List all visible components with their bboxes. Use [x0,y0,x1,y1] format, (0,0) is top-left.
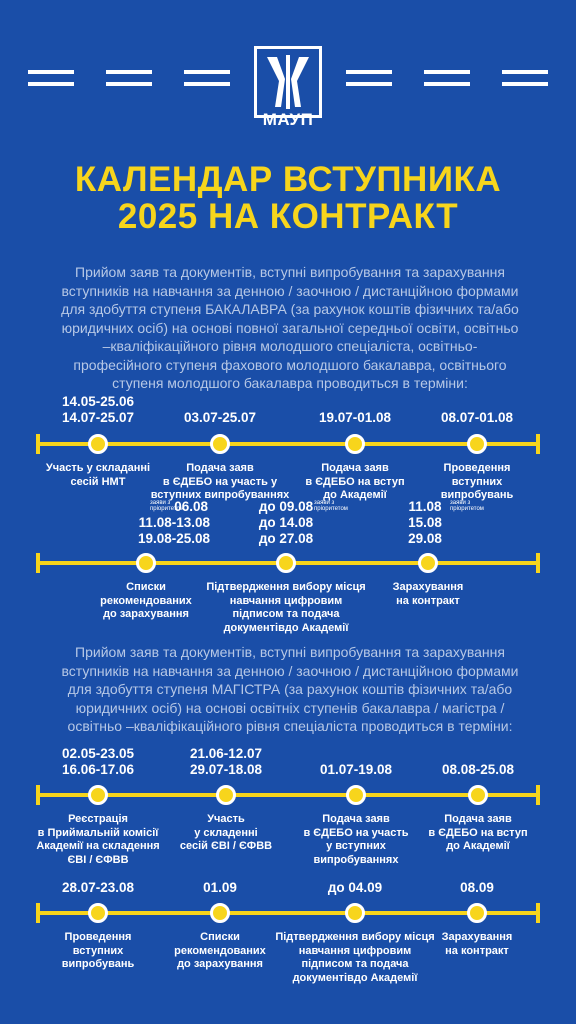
bachelor-timeline-1 [36,432,540,456]
master-timeline-1 [36,783,540,807]
priority-note: заяви з пріоритетом [314,500,348,512]
timeline-label: Підтвердження вибору місця навчання цифровим підписом та подача документівдо Академії [206,581,366,634]
milestone-dot [467,434,487,454]
timeline-date: 02.05-23.05 16.06-17.06 [61,746,135,777]
milestone-dot [468,785,488,805]
timeline-date: до 09.08 до 14.08 до 27.08 [258,499,314,546]
timeline-date: 01.09 [203,880,237,895]
milestone-dot [210,434,230,454]
timeline-label: Подача заяв в ЄДЕБО на вступ до Академії [428,813,528,852]
timeline-date: 08.09 [460,880,494,895]
timeline-label: Участь у складанні сесій НМТ [45,462,151,488]
priority-note: заяви з пріоритетом [150,500,184,512]
milestone-dot [88,434,108,454]
page-title-line-1: КАЛЕНДАР ВСТУПНИКА [74,160,502,199]
milestone-dot [346,785,366,805]
timeline-date: 03.07-25.07 [183,410,257,425]
decor-dash [28,82,74,86]
timeline-label: Подача заяв в ЄДЕБО на участь у вступних випробуваннях [303,813,409,866]
milestone-dot [210,903,230,923]
master-intro: Прийом заяв та документів, вступні випробування та зарахування вступників на навчання за денною / заочною / дистанційною формами для здобуття ступеня МАГІСТРА (за рахунок коштів фізичних та/або юридичних осіб) на основі освітніх ступенів бакалавра / магістра / освітньо –кваліфікаційного рівня спеціаліста проводиться в терміни: [61,644,519,734]
decor-dash [106,70,152,74]
decor-dash [424,70,470,74]
timeline-label: Проведення вступних випробувань [61,931,135,970]
milestone-dot [88,785,108,805]
master-timeline-2 [36,901,540,925]
maup-logo-icon [254,46,322,118]
timeline-label: Підтвердження вибору місця навчання цифровим підписом та подача документівдо Академії [275,931,435,984]
milestone-dot [345,903,365,923]
timeline-date: до 04.09 [327,880,383,895]
timeline-label: Подача заяв в ЄДЕБО на вступ до Академії [305,462,405,501]
timeline-date: 06.08 11.08-13.08 19.08-25.08 [137,499,210,546]
page-title-line-2: 2025 НА КОНТРАКТ [117,197,459,236]
decor-dash [502,70,548,74]
decor-dash [346,82,392,86]
decor-dash [106,82,152,86]
timeline-label: Зарахування на контракт [392,581,464,607]
bachelor-intro: Прийом заяв та документів, вступні випробування та зарахування вступників на навчання за денною / заочною / дистанційною формами для здобуття ступеня БАКАЛАВРА (за рахунок коштів фізичних та/або юридичних осіб) на основі повної загальної середньої освіти, освітньо –кваліфікаційного рівня молодшого спеціаліста, освітньо- професійного ступеня фахового молодшого бакалавра, освітнього ступеня молодшого бакалавра проводиться в терміни: [61,264,519,391]
timeline-date: 01.07-19.08 [319,762,393,777]
timeline-label: Подача заяв в ЄДЕБО на участь у вступних випробуваннях [150,462,290,501]
milestone-dot [418,553,438,573]
milestone-dot [136,553,156,573]
timeline-date: 08.07-01.08 [440,410,514,425]
decor-dash [184,82,230,86]
timeline-date: 11.08 15.08 29.08 [408,499,442,546]
timeline-date: 28.07-23.08 [61,880,135,895]
milestone-dot [88,903,108,923]
milestone-dot [345,434,365,454]
priority-note: заяви з пріоритетом [450,500,484,512]
bachelor-timeline-2 [36,551,540,575]
decor-dash [184,70,230,74]
logo-text: МАУП [262,110,314,129]
timeline-label: Зарахування на контракт [441,931,513,957]
decor-dash [346,70,392,74]
milestone-dot [216,785,236,805]
decor-dash [424,82,470,86]
decor-dash [28,70,74,74]
milestone-dot [467,903,487,923]
timeline-label: Реєстрація в Приймальній комісії Академії на складення ЄВІ / ЄФВВ [36,813,160,866]
timeline-date: 19.07-01.08 [318,410,392,425]
timeline-date: 14.05-25.06 14.07-25.07 [61,394,135,425]
timeline-date: 21.06-12.07 29.07-18.08 [189,746,263,777]
milestone-dot [276,553,296,573]
decor-dash [502,82,548,86]
timeline-label: Проведення вступних випробувань [440,462,514,501]
timeline-label: Списки рекомендованих до зарахування [174,931,266,970]
timeline-label: Списки рекомендованих до зарахування [100,581,192,620]
timeline-date: 08.08-25.08 [441,762,515,777]
timeline-label: Участь у складенні сесій ЄВІ / ЄФВВ [179,813,273,852]
